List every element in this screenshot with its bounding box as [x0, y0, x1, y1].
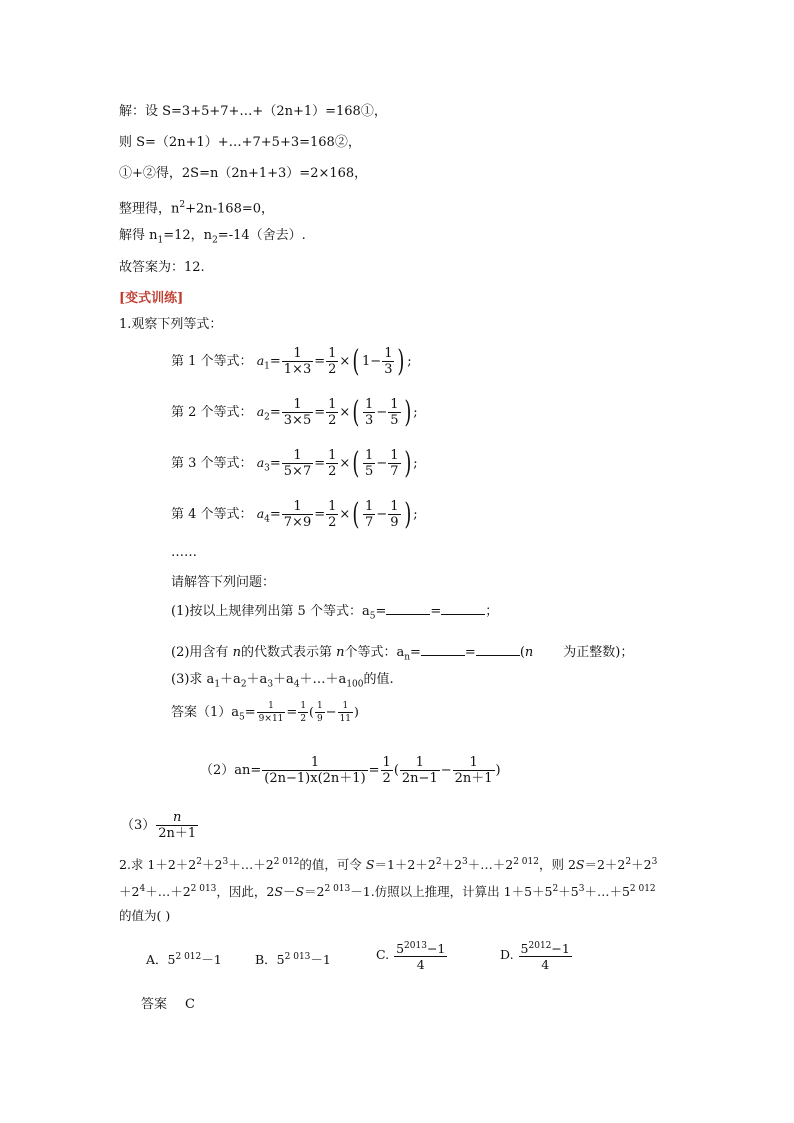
- answer-blank[interactable]: [421, 643, 465, 656]
- option-a[interactable]: A．$5^{2 012}-1$: [146, 952, 222, 968]
- q1-prompt: 请解答下列问题：: [171, 575, 276, 590]
- ellipsis: ……: [171, 545, 197, 560]
- solution-line-2: 则 S=（2n+1）+…+7+5+3=168②，: [119, 135, 361, 150]
- q2-line-3: 的值为( ): [119, 908, 171, 923]
- q1-part-1: (1)按以上规律列出第 5 个等式：$a_5=$ = ；: [171, 604, 499, 622]
- solution-line-3: ①+②得，2S=n（2n+1+3）=2×168，: [119, 166, 368, 181]
- solution-line-4: 整理得，$n^2+2n-168=0$，: [119, 200, 275, 217]
- q2-line-1: 2.求 $1+2+2^2+2^3+\dots+2^{2 012}$的值，可令 $S=1+2+2^2+2^3+\dots+2^{2 012}$，则 $2S=2+2^2+2^3$: [119, 857, 658, 873]
- answer-blank[interactable]: [386, 602, 430, 615]
- equation-1: 第 1 个等式： $a_1=$ $\frac{1}{1\times 3}$ = $\frac{1}{2}$ ×( 1− $\frac{1}{3}$ ) ;: [171, 343, 412, 379]
- equation-4: 第 4 个等式： $a_4=$ $\frac{1}{7\times 9}$ = $\frac{1}{2}$ ×( $\frac{1}{7}$ − $\frac{1}{9}$ ) ;: [171, 496, 418, 532]
- equation-3: 第 3 个等式： $a_3=$ $\frac{1}{5\times 7}$ = $\frac{1}{2}$ ×( $\frac{1}{5}$ − $\frac{1}{7}$ ) ;: [171, 445, 418, 481]
- final-answer: 答案 C: [141, 997, 195, 1012]
- answer-blank[interactable]: [441, 602, 485, 615]
- option-d[interactable]: D. $\frac{5^{2012}-1}{4}$: [500, 941, 570, 973]
- answer-blank[interactable]: [476, 643, 520, 656]
- answer-3: （3） $\frac{n}{2n+1}$: [121, 810, 197, 841]
- solution-line-1: 解：设 S=3+5+7+…+（2n+1）=168①，: [119, 104, 387, 119]
- section-title: [变式训练]: [119, 291, 184, 306]
- answer-2: （2）an= $\frac{1}{(2n-1)x(2n+1)}$ = $\frac{1}{2}$ ( $\frac{1}{2n-1}$ − $\frac{1}{2n+1}$ ): [200, 755, 501, 786]
- solution-line-5: 解得 $n_1=12$，$n_2=-14$（舍去）.: [119, 228, 306, 246]
- q1-part-2: (2)用含有 n的代数式表示第 n个等式：$a_n= = (n$ 为正整数)；: [171, 645, 634, 663]
- answer-1: 答案$(1)a_5=$ $\frac{1}{9\times 11}$ = $\frac{1}{2}$ ( $\frac{1}{9}$ − $\frac{1}{11}$ ): [171, 701, 359, 724]
- option-c[interactable]: C. $\frac{5^{2013}-1}{4}$: [376, 941, 446, 973]
- q1-part-3: (3)求 $a_1+a_2+a_3+a_4+\dots+a_{100}$的值.: [171, 672, 394, 690]
- option-b[interactable]: B．$5^{2 013}-1$: [255, 952, 331, 968]
- solution-line-6: 故答案为：12.: [119, 260, 205, 275]
- q2-line-2: $+2^4+\dots+2^{2 013}$，因此，$2S-S=2^{2 013}-1$.仿照以上推理，计算出 $1+5+5^2+5^3+\dots+5^{2 012}$: [119, 884, 656, 900]
- equation-2: 第 2 个等式： $a_2=$ $\frac{1}{3\times 5}$ = $\frac{1}{2}$ ×( $\frac{1}{3}$ − $\frac{1}{5}$ ) ;: [171, 394, 418, 430]
- q1-intro: 1.观察下列等式：: [119, 317, 223, 332]
